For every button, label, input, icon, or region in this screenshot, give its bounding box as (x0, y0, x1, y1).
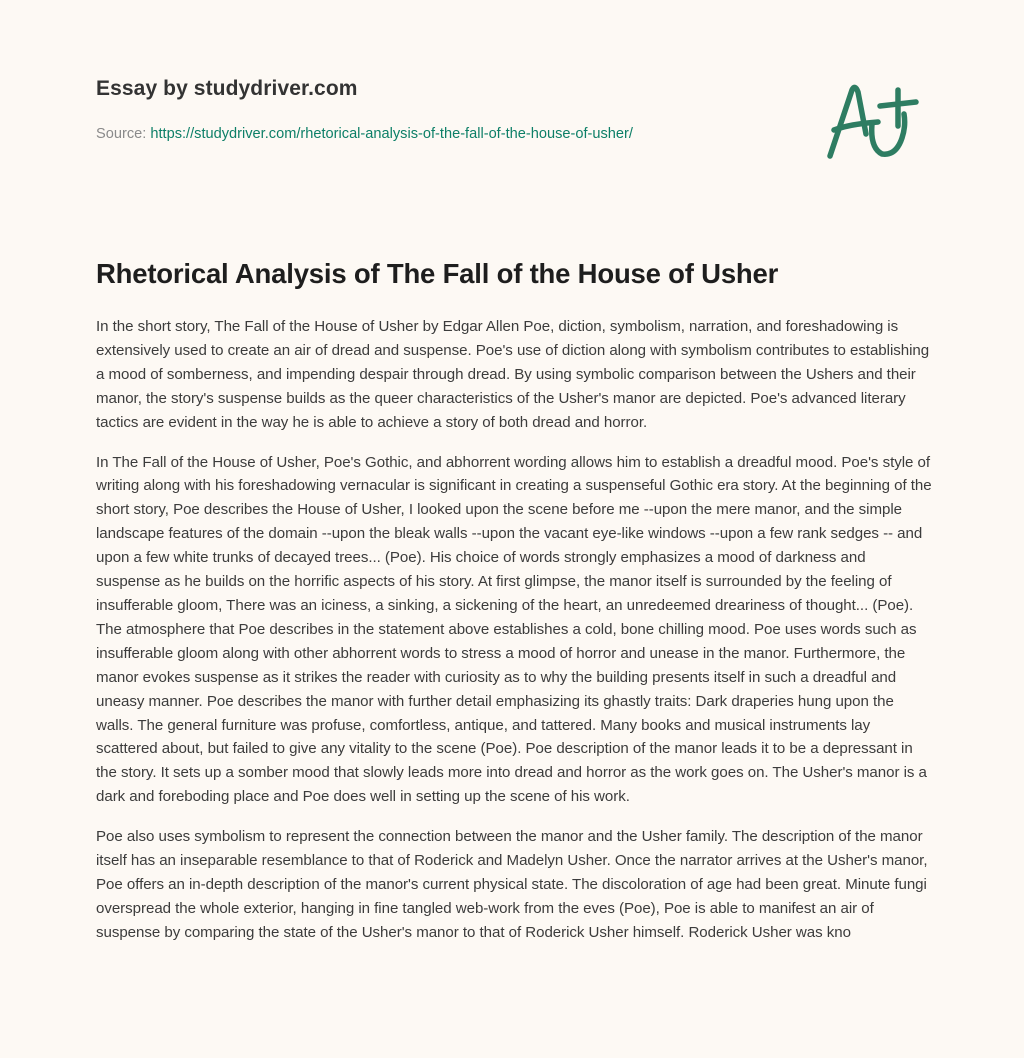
paragraph: In the short story, The Fall of the House of Usher by Edgar Allen Poe, diction, symbolism, narration, and foreshadowing is extensively used to create an air of dread and suspense. Poe's use of diction along with symbolism contributes to establishing a mood of somberness, and impending despair through dread. By using symbolic comparison between the Ushers and their manor, the story's suspense builds as the queer characteristics of the Usher's manor are depicted. Poe's advanced literary tactics are evident in the way he is able to achieve a story of both dread and horror. (96, 318, 930, 431)
source-line (96, 124, 796, 144)
source-link[interactable]: https://studydriver.com/rhetorical-analysis-of-the-fall-of-the-house-of-usher/ (150, 126, 633, 142)
essay-body (96, 315, 932, 961)
paragraph: Poe also uses symbolism to represent the connection between the manor and the Usher family. The description of the manor itself has an inseparable resemblance to that of Roderick and Madelyn Usher. Once the narrator arrives at the Usher's manor, Poe offers an in-depth description of the manor's current physical state. The discoloration of age had been great. Minute fungi overspread the whole exterior, hanging in fine tangled web-work from the eves (Poe), Poe is able to manifest an air of suspense by comparing the state of the Usher's manor to that of Roderick Usher himself. Roderick Usher was kno (96, 828, 928, 941)
essay-header (96, 74, 796, 144)
paragraph: In The Fall of the House of Usher, Poe's Gothic, and abhorrent wording allows him to establish a dreadful mood. Poe's style of writing along with his foreshadowing vernacular is significant in creating a suspenseful Gothic era story. At the beginning of the short story, Poe describes the House of Usher, I looked upon the scene before me --upon the mere manor, and the simple landscape features of the domain --upon the bleak walls --upon the vacant eye-like windows --upon a few rank sedges -- and upon a few white trunks of decayed trees... (Poe). His choice of words strongly emphasizes a mood of darkness and suspense as he builds on the horrific aspects of his story. At first glimpse, the manor itself is surrounded by the feeling of insufferable gloom, There was an iciness, a sinking, a sickening of the heart, an unredeemed dreariness of thought... (Poe). The atmosphere that Poe describes in the statement above establishes a cold, bone chilling mood. Poe uses words such as insufferable gloom along with other abhorrent words to stress a mood of horror and unease in the manor. Furthermore, the manor evokes suspense as it strikes the reader with curiosity as to why the building presents itself in such a dreadful and uneasy manner. Poe describes the manor with further detail emphasizing its ghastly traits: Dark draperies hung upon the walls. The general furniture was profuse, comfortless, antique, and tattered. Many books and musical instruments lay scattered about, but failed to give any vitality to the scene (Poe). Poe description of the manor leads it to be a depressant in the story. It sets up a somber mood that slowly leads more into dread and horror as the work goes on. The Usher's manor is a dark and foreboding place and Poe does well in setting up the scene of his work. (96, 453, 932, 806)
document-title: Rhetorical Analysis of The Fall of the House of Usher (96, 258, 779, 289)
brand-title: Essay by studydriver.com (96, 77, 358, 100)
a-plus-grade-icon (820, 68, 930, 168)
source-label: Source: (96, 126, 151, 142)
